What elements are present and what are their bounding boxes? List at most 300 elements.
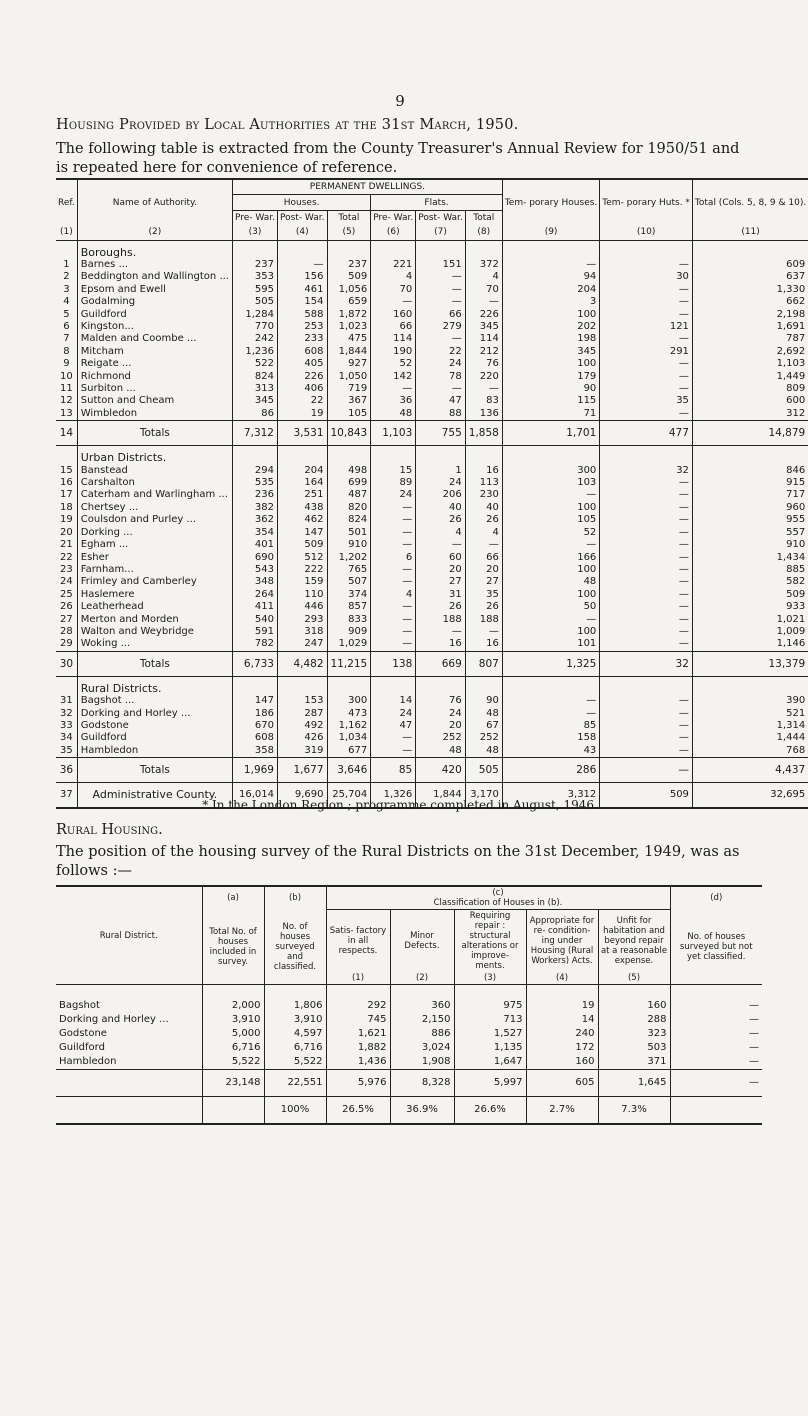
- value-cell: 521: [692, 708, 808, 720]
- value-cell: 164: [277, 477, 327, 489]
- value-cell: —: [416, 383, 466, 395]
- ref-cell: 5: [63, 308, 70, 320]
- value-cell: 1,284: [232, 309, 277, 321]
- authority-name-cell: Banstead: [77, 465, 232, 477]
- district-name-cell: Godstone: [59, 1028, 107, 1039]
- table-row: [56, 708, 808, 720]
- value-cell: 237: [327, 259, 371, 271]
- value-cell: 179: [502, 371, 599, 383]
- value-cell: —: [600, 489, 693, 501]
- table-row: [56, 638, 808, 651]
- value-cell: 76: [416, 695, 466, 707]
- value-cell: —: [371, 601, 416, 613]
- value-cell: 5,522: [264, 1055, 326, 1070]
- value-cell: 609: [692, 259, 808, 271]
- value-cell: 312: [692, 408, 808, 421]
- col-c5-num: (5): [598, 972, 670, 985]
- totals-row: [56, 1070, 762, 1097]
- empty-cell: [502, 446, 599, 465]
- value-cell: —: [670, 1027, 762, 1041]
- value-cell: 473: [327, 708, 371, 720]
- value-cell: —: [600, 527, 693, 539]
- value-cell: 833: [327, 614, 371, 626]
- authority-name-cell: Bagshot ...: [77, 695, 232, 707]
- value-cell: 43: [502, 745, 599, 758]
- page-number: 9: [395, 92, 405, 110]
- ref-cell: [56, 446, 77, 465]
- value-cell: 543: [232, 564, 277, 576]
- value-cell: 24: [416, 477, 466, 489]
- value-cell: 713: [454, 1013, 526, 1027]
- value-cell: 608: [232, 732, 277, 744]
- value-cell: —: [465, 296, 502, 308]
- value-cell: 1,009: [692, 626, 808, 638]
- empty-cell: [502, 676, 599, 695]
- value-cell: 13,379: [692, 651, 808, 676]
- section-title-row: [56, 676, 808, 695]
- value-cell: —: [502, 614, 599, 626]
- col-d: No. of houses surveyed but not yet classified.: [670, 910, 762, 985]
- value-cell: 677: [327, 745, 371, 758]
- value-cell: 492: [277, 720, 327, 732]
- value-cell: 1,969: [232, 758, 277, 783]
- value-cell: 768: [692, 745, 808, 758]
- value-cell: 166: [502, 552, 599, 564]
- value-cell: 300: [327, 695, 371, 707]
- value-cell: 824: [327, 514, 371, 526]
- value-cell: 475: [327, 333, 371, 345]
- table-row: [56, 333, 808, 345]
- value-cell: 787: [692, 333, 808, 345]
- value-cell: 1,103: [371, 421, 416, 446]
- value-cell: 345: [502, 346, 599, 358]
- value-cell: 4: [371, 589, 416, 601]
- value-cell: 4: [371, 271, 416, 283]
- table-row: [56, 489, 808, 501]
- ref-cell: 17: [60, 489, 73, 501]
- value-cell: 501: [327, 527, 371, 539]
- value-cell: 362: [232, 514, 277, 526]
- col-district: Rural District.: [99, 930, 158, 941]
- value-cell: 885: [692, 564, 808, 576]
- value-cell: 4,437: [692, 758, 808, 783]
- value-cell: 591: [232, 626, 277, 638]
- value-cell: 115: [502, 395, 599, 407]
- column-number: (7): [416, 225, 466, 240]
- col-houses-total: Total: [327, 210, 371, 225]
- column-number: (10): [600, 225, 693, 240]
- value-cell: 909: [327, 626, 371, 638]
- value-cell: —: [600, 552, 693, 564]
- authority-name-cell: Merton and Morden: [77, 614, 232, 626]
- value-cell: 100%: [264, 1097, 326, 1125]
- empty-cell: [326, 985, 390, 1000]
- empty-cell: [598, 985, 670, 1000]
- value-cell: 2,150: [390, 1013, 454, 1027]
- value-cell: 1,701: [502, 421, 599, 446]
- authority-name-cell: Chertsey ...: [77, 502, 232, 514]
- value-cell: 14: [526, 1013, 598, 1027]
- value-cell: 19: [526, 999, 598, 1013]
- col-flats-pre-war: Pre- War.: [371, 210, 416, 225]
- value-cell: 222: [277, 564, 327, 576]
- value-cell: 78: [416, 371, 466, 383]
- value-cell: 487: [327, 489, 371, 501]
- col-c-title: Classification of Houses in (b).: [433, 898, 563, 908]
- value-cell: 70: [371, 284, 416, 296]
- value-cell: —: [670, 999, 762, 1013]
- value-cell: 26: [465, 514, 502, 526]
- value-cell: 1,103: [692, 358, 808, 370]
- authority-name-cell: Farnham...: [77, 564, 232, 576]
- ref-cell: 16: [60, 477, 73, 489]
- value-cell: 509: [692, 589, 808, 601]
- rural-survey-table: [56, 885, 762, 1125]
- value-cell: 1,021: [692, 614, 808, 626]
- col-classification: [326, 886, 670, 910]
- value-cell: 6: [371, 552, 416, 564]
- col-temp-huts: Tem- porary Huts. *: [600, 179, 693, 225]
- value-cell: 172: [526, 1041, 598, 1055]
- value-cell: 154: [277, 296, 327, 308]
- table-row: [56, 626, 808, 638]
- value-cell: 535: [232, 477, 277, 489]
- value-cell: 3,170: [465, 783, 502, 809]
- value-cell: 240: [526, 1027, 598, 1041]
- value-cell: 26.5%: [326, 1097, 390, 1125]
- value-cell: 1,236: [232, 346, 277, 358]
- authority-name-cell: Esher: [77, 552, 232, 564]
- value-cell: 509: [327, 271, 371, 283]
- value-cell: —: [600, 576, 693, 588]
- value-cell: 498: [327, 465, 371, 477]
- ref-cell: 18: [60, 501, 73, 513]
- authority-name-cell: Wimbledon: [77, 408, 232, 421]
- spacer-row: [56, 985, 762, 1000]
- value-cell: 1,677: [277, 758, 327, 783]
- value-cell: —: [600, 626, 693, 638]
- value-cell: 809: [692, 383, 808, 395]
- value-cell: —: [600, 309, 693, 321]
- percent-row: [56, 1097, 762, 1125]
- table-row: [56, 514, 808, 526]
- value-cell: 1,146: [692, 638, 808, 651]
- value-cell: —: [600, 296, 693, 308]
- table-row: [56, 1013, 762, 1027]
- value-cell: 22: [277, 395, 327, 407]
- value-cell: 66: [371, 321, 416, 333]
- authority-name-cell: Dorking and Horley ...: [77, 708, 232, 720]
- value-cell: 160: [598, 999, 670, 1013]
- value-cell: 252: [465, 732, 502, 744]
- col-flats-post-war: Post- War.: [416, 210, 466, 225]
- empty-cell: [465, 446, 502, 465]
- value-cell: 14: [371, 695, 416, 707]
- value-cell: 121: [600, 321, 693, 333]
- value-cell: 212: [465, 346, 502, 358]
- col-name: Name of Authority.: [77, 179, 232, 225]
- value-cell: 279: [416, 321, 466, 333]
- value-cell: 1,647: [454, 1055, 526, 1070]
- table-row: [56, 601, 808, 613]
- value-cell: 371: [598, 1055, 670, 1070]
- housing-table-body: [56, 240, 808, 808]
- value-cell: 25,704: [327, 783, 371, 809]
- value-cell: 353: [232, 271, 277, 283]
- value-cell: 286: [502, 758, 599, 783]
- value-cell: 147: [277, 527, 327, 539]
- value-cell: 71: [502, 408, 599, 421]
- value-cell: 509: [277, 539, 327, 551]
- table-row: [56, 732, 808, 744]
- value-cell: 915: [692, 477, 808, 489]
- table-row: [56, 271, 808, 283]
- value-cell: 405: [277, 358, 327, 370]
- ref-cell: 28: [60, 625, 73, 637]
- value-cell: 85: [502, 720, 599, 732]
- value-cell: 142: [371, 371, 416, 383]
- value-cell: 2,198: [692, 309, 808, 321]
- value-cell: —: [600, 745, 693, 758]
- value-cell: 230: [465, 489, 502, 501]
- value-cell: 4,482: [277, 651, 327, 676]
- value-cell: 886: [390, 1027, 454, 1041]
- ref-cell: 19: [60, 514, 73, 526]
- col-ref: Ref.: [58, 197, 75, 208]
- value-cell: —: [371, 626, 416, 638]
- authority-name-cell: Egham ...: [77, 539, 232, 551]
- value-cell: 101: [502, 638, 599, 651]
- ref-cell: 1: [63, 258, 70, 270]
- value-cell: 204: [502, 284, 599, 296]
- authority-name-cell: Leatherhead: [77, 601, 232, 613]
- value-cell: 220: [465, 371, 502, 383]
- table-row: [56, 589, 808, 601]
- value-cell: 20: [416, 564, 466, 576]
- value-cell: —: [371, 502, 416, 514]
- col-temp-houses: Tem- porary Houses.: [502, 179, 599, 225]
- value-cell: 288: [598, 1013, 670, 1027]
- table-row: [56, 614, 808, 626]
- ref-cell: 10: [60, 370, 73, 382]
- column-number: (6): [371, 225, 416, 240]
- value-cell: 1,806: [264, 999, 326, 1013]
- value-cell: 206: [416, 489, 466, 501]
- value-cell: 14,879: [692, 421, 808, 446]
- value-cell: 26: [465, 601, 502, 613]
- value-cell: —: [600, 758, 693, 783]
- empty-cell: [327, 240, 371, 259]
- table-row: [56, 695, 808, 707]
- value-cell: 138: [371, 651, 416, 676]
- value-cell: 36: [371, 395, 416, 407]
- value-cell: 438: [277, 502, 327, 514]
- authority-name-cell: Woking ...: [77, 638, 232, 651]
- table-row: [56, 259, 808, 271]
- value-cell: 300: [502, 465, 599, 477]
- empty-cell: [56, 985, 202, 1000]
- column-number: (4): [277, 225, 327, 240]
- value-cell: 595: [232, 284, 277, 296]
- value-cell: 86: [232, 408, 277, 421]
- value-cell: 110: [277, 589, 327, 601]
- value-cell: 765: [327, 564, 371, 576]
- value-cell: 100: [502, 358, 599, 370]
- ref-cell: 31: [60, 695, 73, 707]
- table-row: [56, 745, 808, 758]
- table-row: [56, 371, 808, 383]
- value-cell: 354: [232, 527, 277, 539]
- value-cell: 48: [465, 708, 502, 720]
- empty-cell: [277, 240, 327, 259]
- value-cell: 47: [416, 395, 466, 407]
- table-row: [56, 284, 808, 296]
- value-cell: 202: [502, 321, 599, 333]
- empty-cell: [416, 240, 466, 259]
- value-cell: 15: [371, 465, 416, 477]
- value-cell: 23,148: [202, 1070, 264, 1097]
- ref-cell: [56, 240, 77, 259]
- value-cell: 690: [232, 552, 277, 564]
- value-cell: 19: [277, 408, 327, 421]
- value-cell: 955: [692, 514, 808, 526]
- value-cell: 7,312: [232, 421, 277, 446]
- col-b: No. of houses surveyed and classified.: [264, 910, 326, 985]
- column-number: (1): [60, 227, 73, 238]
- value-cell: 1,908: [390, 1055, 454, 1070]
- empty-cell: [371, 240, 416, 259]
- district-name-cell: Guildford: [59, 1042, 105, 1053]
- intro-paragraph: The following table is extracted from the County Treasurer's Annual Review for 1950/51 and is repeated here for convenience of reference.: [56, 141, 740, 176]
- ref-cell: 33: [60, 719, 73, 731]
- column-number: (3): [232, 225, 277, 240]
- ref-cell: 34: [60, 732, 73, 744]
- value-cell: 719: [327, 383, 371, 395]
- value-cell: 1,050: [327, 371, 371, 383]
- value-cell: 294: [232, 465, 277, 477]
- value-cell: —: [600, 284, 693, 296]
- table-row: [56, 309, 808, 321]
- value-cell: 824: [232, 371, 277, 383]
- value-cell: 26.6%: [454, 1097, 526, 1125]
- value-cell: —: [600, 708, 693, 720]
- empty-cell: [371, 676, 416, 695]
- value-cell: 1,691: [692, 321, 808, 333]
- section-title: Boroughs.: [77, 240, 232, 259]
- value-cell: 1,858: [465, 421, 502, 446]
- table-row: [56, 1027, 762, 1041]
- value-cell: 293: [277, 614, 327, 626]
- value-cell: —: [502, 695, 599, 707]
- value-cell: —: [600, 502, 693, 514]
- value-cell: —: [670, 1041, 762, 1055]
- value-cell: 770: [232, 321, 277, 333]
- empty-cell: [600, 240, 693, 259]
- ref-cell: 11: [60, 383, 73, 395]
- value-cell: 1,872: [327, 309, 371, 321]
- authority-name-cell: Totals: [77, 421, 232, 446]
- value-cell: 857: [327, 601, 371, 613]
- district-name-cell: Bagshot: [59, 1000, 100, 1011]
- value-cell: 247: [277, 638, 327, 651]
- empty-cell: [416, 446, 466, 465]
- value-cell: —: [670, 1070, 762, 1097]
- ref-cell: 7: [63, 333, 70, 345]
- value-cell: 24: [371, 489, 416, 501]
- col-a: Total No. of houses included in survey.: [202, 910, 264, 985]
- value-cell: 186: [232, 708, 277, 720]
- value-cell: 147: [232, 695, 277, 707]
- value-cell: [202, 1097, 264, 1125]
- district-name-cell: Hambledon: [59, 1056, 117, 1067]
- value-cell: 40: [416, 502, 466, 514]
- value-cell: [670, 1097, 762, 1125]
- value-cell: 48: [502, 576, 599, 588]
- value-cell: 1,645: [598, 1070, 670, 1097]
- value-cell: 233: [277, 333, 327, 345]
- value-cell: 477: [600, 421, 693, 446]
- value-cell: 319: [277, 745, 327, 758]
- authority-name-cell: Caterham and Warlingham ...: [77, 489, 232, 501]
- value-cell: 360: [390, 999, 454, 1013]
- value-cell: 236: [232, 489, 277, 501]
- authority-name-cell: Godstone: [77, 720, 232, 732]
- value-cell: 512: [277, 552, 327, 564]
- value-cell: 32: [600, 651, 693, 676]
- value-cell: 188: [465, 614, 502, 626]
- value-cell: 446: [277, 601, 327, 613]
- value-cell: 24: [416, 708, 466, 720]
- authority-name-cell: Dorking ...: [77, 527, 232, 539]
- value-cell: —: [416, 296, 466, 308]
- empty-cell: [465, 676, 502, 695]
- section-title-row: [56, 240, 808, 259]
- authority-name-cell: Haslemere: [77, 589, 232, 601]
- totals-row: [56, 758, 808, 783]
- value-cell: 2,692: [692, 346, 808, 358]
- value-cell: 1,135: [454, 1041, 526, 1055]
- ref-cell: 12: [60, 395, 73, 407]
- value-cell: 755: [416, 421, 466, 446]
- value-cell: —: [416, 539, 466, 551]
- table-row: [56, 465, 808, 477]
- value-cell: 6,733: [232, 651, 277, 676]
- table-row: [56, 408, 808, 421]
- value-cell: 6,716: [202, 1041, 264, 1055]
- value-cell: 4: [465, 271, 502, 283]
- value-cell: 159: [277, 576, 327, 588]
- value-cell: 557: [692, 527, 808, 539]
- value-cell: 411: [232, 601, 277, 613]
- totals-row: [56, 651, 808, 676]
- value-cell: 90: [465, 695, 502, 707]
- value-cell: 367: [327, 395, 371, 407]
- col-houses-pre-war: Pre- War.: [232, 210, 277, 225]
- housing-table-header: [56, 179, 808, 240]
- authority-name-cell: Mitcham: [77, 346, 232, 358]
- value-cell: 662: [692, 296, 808, 308]
- value-cell: 156: [277, 271, 327, 283]
- value-cell: —: [600, 614, 693, 626]
- value-cell: 1,330: [692, 284, 808, 296]
- value-cell: —: [416, 626, 466, 638]
- value-cell: —: [670, 1013, 762, 1027]
- ref-cell: 8: [63, 345, 70, 357]
- col-houses-post-war: Post- War.: [277, 210, 327, 225]
- value-cell: 382: [232, 502, 277, 514]
- value-cell: 252: [416, 732, 466, 744]
- value-cell: 66: [465, 552, 502, 564]
